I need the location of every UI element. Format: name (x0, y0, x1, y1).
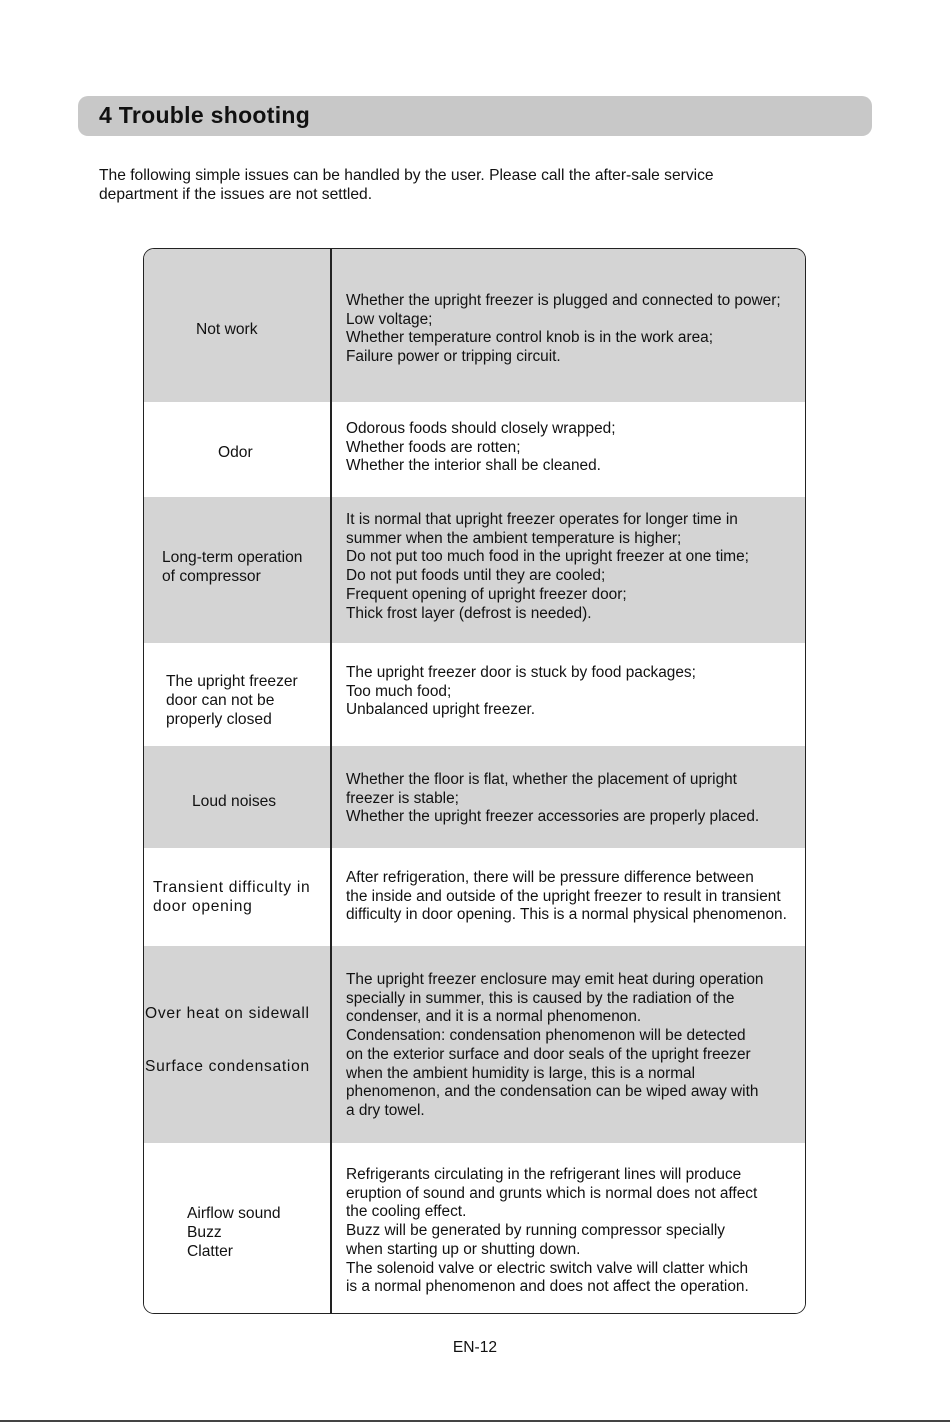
solution-cell (346, 664, 696, 720)
issue-cell (187, 1204, 281, 1261)
solution-line: when starting up or shutting down. (346, 1240, 581, 1258)
table-row (144, 249, 805, 402)
issue-cell (145, 1057, 310, 1076)
solution-line: Too much food; (346, 682, 452, 700)
solution-cell (346, 971, 764, 1121)
issue-text: Over heat on sidewall (145, 1005, 310, 1022)
solution-line: Condensation: condensation phenomenon will be detected (346, 1027, 746, 1045)
solution-line: Whether the floor is flat, whether the placement of upright (346, 771, 737, 788)
solution-line: when the ambient humidity is large, this is a normal (346, 1064, 696, 1082)
table-row (144, 746, 805, 848)
troubleshooting-table (143, 248, 806, 1314)
issue-cell (153, 878, 310, 916)
solution-cell (346, 869, 787, 925)
issue-cell (192, 792, 276, 811)
solution-line: summer when the ambient temperature is higher; (346, 529, 682, 547)
solution-line: Buzz will be generated by running compressor specially (346, 1222, 725, 1240)
issue-cell (166, 672, 298, 729)
solution-line: difficulty in door opening. This is a normal physical phenomenon. (346, 906, 787, 924)
solution-line: Whether the interior shall be cleaned. (346, 457, 601, 475)
issue-cell (162, 548, 302, 586)
page-number: EN-12 (452, 1339, 498, 1356)
solution-line: eruption of sound and grunts which is normal does not affect (346, 1184, 758, 1202)
column-divider (330, 249, 332, 1313)
table-row (144, 497, 805, 643)
issue-text: of compressor (162, 568, 261, 585)
issue-text: Transient difficulty in (153, 879, 311, 896)
solution-line: Odorous foods should closely wrapped; (346, 420, 616, 437)
solution-line: on the exterior surface and door seals of the upright freezer (346, 1045, 751, 1063)
solution-line: the cooling effect. (346, 1203, 467, 1221)
issue-cell (145, 1004, 310, 1023)
solution-line: Unbalanced upright freezer. (346, 701, 536, 719)
solution-line: The upright freezer door is stuck by food packages; (346, 664, 696, 681)
solution-line: The solenoid valve or electric switch valve will clatter which (346, 1259, 749, 1277)
solution-cell (346, 292, 781, 367)
intro-line: The following simple issues can be handled by the user. Please call the after-sale service (99, 167, 714, 184)
solution-line: Whether temperature control knob is in the work area; (346, 329, 713, 347)
issue-text: Not work (196, 321, 258, 338)
solution-line: Whether foods are rotten; (346, 438, 521, 456)
issue-text: Loud noises (192, 793, 277, 810)
solution-line: condenser, and it is a normal phenomenon. (346, 1008, 642, 1026)
solution-line: Thick frost layer (defrost is needed). (346, 604, 592, 622)
solution-cell (346, 1166, 757, 1297)
table-row (144, 1143, 805, 1314)
issue-text: door can not be (166, 692, 275, 709)
solution-line: phenomenon, and the condensation can be wiped away with (346, 1083, 759, 1101)
table-row (144, 402, 805, 497)
issue-text: Airflow sound (187, 1205, 281, 1222)
issue-text: The upright freezer (166, 673, 298, 690)
solution-line: Low voltage; (346, 310, 433, 328)
bottom-rule (0, 1420, 950, 1422)
issue-text: Buzz (187, 1224, 222, 1241)
issue-text: door opening (153, 898, 253, 915)
solution-line: Do not put too much food in the upright freezer at one time; (346, 548, 749, 566)
solution-line: Do not put foods until they are cooled; (346, 567, 606, 585)
solution-cell (346, 771, 759, 827)
solution-line: Whether the upright freezer is plugged and connected to power; (346, 292, 781, 309)
table-row (144, 848, 805, 946)
solution-cell (346, 420, 616, 476)
issue-text: Surface condensation (145, 1058, 310, 1075)
solution-line: Failure power or tripping circuit. (346, 348, 561, 366)
solution-line: It is normal that upright freezer operates for longer time in (346, 511, 738, 528)
solution-line: a dry towel. (346, 1101, 425, 1119)
issue-text: Odor (218, 444, 253, 461)
solution-line: The upright freezer enclosure may emit heat during operation (346, 971, 764, 988)
issue-cell (218, 443, 253, 462)
solution-line: Whether the upright freezer accessories are properly placed. (346, 808, 760, 826)
solution-cell (346, 511, 749, 623)
solution-line: After refrigeration, there will be pressure difference between (346, 869, 754, 886)
section-header (78, 96, 872, 136)
solution-line: freezer is stable; (346, 789, 459, 807)
solution-line: Refrigerants circulating in the refrigerant lines will produce (346, 1166, 742, 1183)
section-title: 4 Trouble shooting (99, 102, 311, 128)
table-row (144, 643, 805, 746)
intro-paragraph (99, 166, 819, 204)
solution-line: is a normal phenomenon and does not affect the operation. (346, 1278, 749, 1296)
issue-text: Clatter (187, 1243, 233, 1260)
solution-line: Frequent opening of upright freezer door; (346, 585, 627, 603)
issue-text: properly closed (166, 711, 272, 728)
solution-line: the inside and outside of the upright freezer to result in transient (346, 887, 781, 905)
table-row (144, 946, 805, 1143)
issue-text: Long-term operation (162, 549, 303, 566)
solution-line: specially in summer, this is caused by the radiation of the (346, 989, 735, 1007)
intro-line: department if the issues are not settled. (99, 186, 373, 203)
issue-cell (196, 320, 258, 339)
